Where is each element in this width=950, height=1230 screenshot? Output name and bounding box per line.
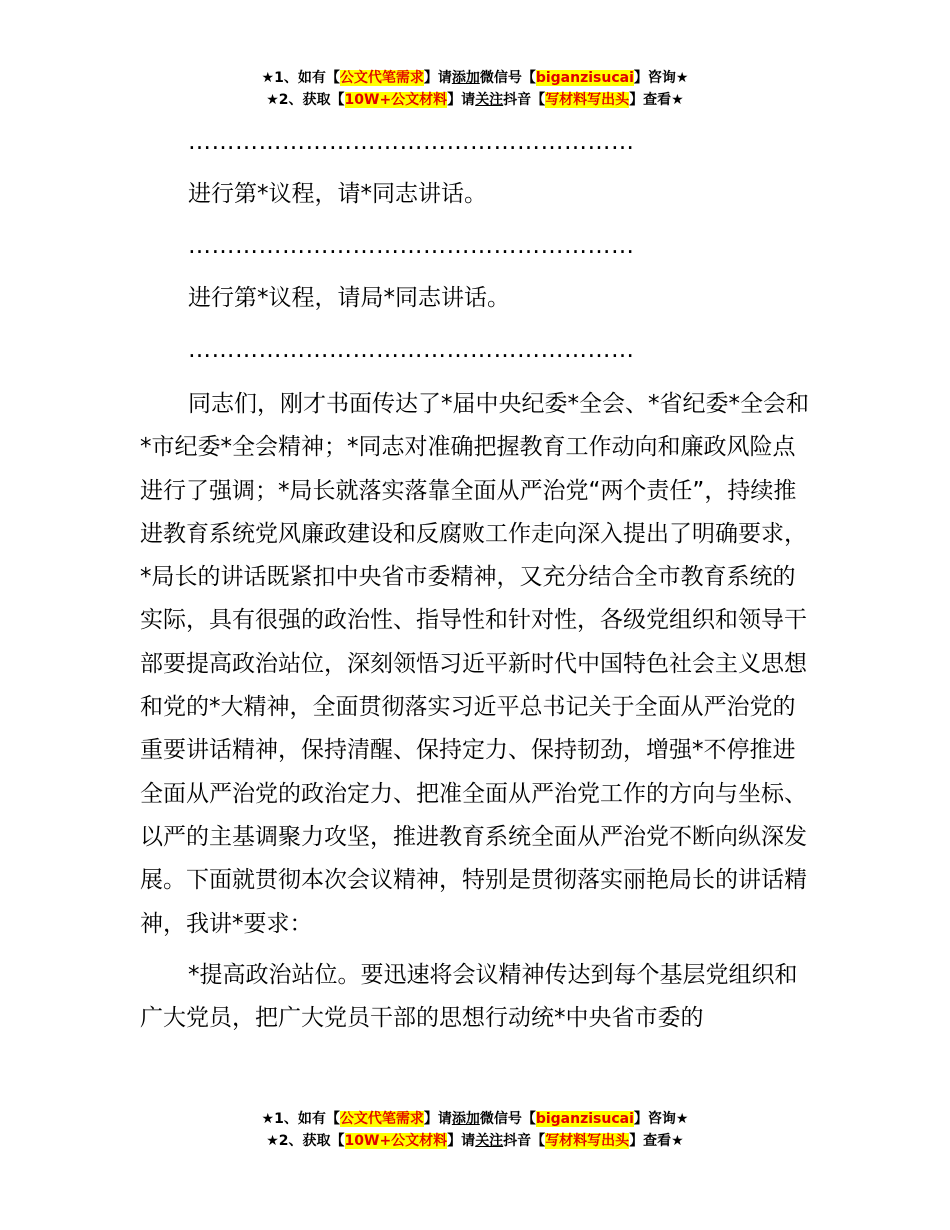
ellipsis-divider: ………………………………………………… — [188, 337, 635, 363]
banner-text: 微信号【 — [479, 1111, 536, 1127]
banner-text: 】查看★ — [629, 1133, 684, 1149]
agenda-line: 进行第*议程，请局*同志讲话。 — [188, 285, 510, 311]
banner-text: 】查看★ — [629, 92, 684, 108]
banner-underlined-text: 关注 — [475, 1133, 504, 1149]
banner-underlined-text: 添加 — [451, 1111, 480, 1127]
banner-highlight: 10W+公文材料 — [344, 92, 448, 108]
body-paragraph: *提高政治站位。要迅速将会议精神传达到每个基层党组织和广大党员，把广大党员干部的思想行动统*中央省市委的 — [140, 961, 798, 1032]
agenda-line: 进行第*议程，请*同志讲话。 — [188, 181, 487, 207]
banner-underlined-text: 关注 — [475, 92, 504, 108]
banner-highlight: 公文代笔需求 — [339, 1111, 424, 1127]
banner-line-1 — [0, 67, 950, 89]
banner-underlined-text: 添加 — [451, 70, 480, 86]
ellipsis-divider: ………………………………………………… — [188, 129, 635, 155]
footer-banner — [0, 1108, 950, 1152]
banner-text: ★2、获取【 — [266, 92, 345, 108]
banner-text: 微信号【 — [479, 70, 536, 86]
banner-text: 】请 — [447, 1133, 476, 1149]
banner-text: ★2、获取【 — [266, 1133, 345, 1149]
banner-text: ★1、如有【 — [261, 1111, 340, 1127]
banner-highlight: biganzisucai — [535, 1111, 634, 1127]
banner-text: 抖音【 — [503, 92, 546, 108]
banner-line-1 — [0, 1108, 950, 1130]
banner-highlight: 写材料写出头 — [545, 1133, 630, 1149]
banner-highlight: biganzisucai — [535, 70, 634, 86]
banner-line-2 — [0, 89, 950, 111]
banner-text: 】请 — [423, 1111, 452, 1127]
banner-line-2 — [0, 1130, 950, 1152]
body-paragraph: 同志们，刚才书面传达了*届中央纪委*全会、*省纪委*全会和*市纪委*全会精神；*同志对准确把握教育工作动向和廉政风险点进行了强调；*局长就落实落靠全面从严治党“两个责任”，持续推进教育系统党风廉政建设和反腐败工作走向深入提出了明确要求，*局长的讲话既紧扣中央省市委精神，又充分结合全市教育系统的实际，具有很强的政治性、指导性和针对性，各级党组织和领导干部要提高政治站位，深刻领悟习近平新时代中国特色社会主义思想和党的*大精神，全面贯彻落实习近平总书记关于全面从严治党的重要讲话精神，保持清醒、保持定力、保持韧劲，增强*不停推进全面从严治党的政治定力、把准全面从严治党工作的方向与坐标、以严的主基调聚力攻坚，推进教育系统全面从严治党不断向纵深发展。下面就贯彻本次会议精神，特别是贯彻落实丽艳局长的讲话精神，我讲*要求： — [140, 391, 809, 937]
banner-text: 】咨询★ — [633, 70, 689, 86]
banner-text: 】请 — [423, 70, 452, 86]
banner-text: ★1、如有【 — [261, 70, 340, 86]
banner-highlight: 公文代笔需求 — [339, 70, 424, 86]
ellipsis-divider: ………………………………………………… — [188, 233, 635, 259]
document-body — [140, 128, 815, 1040]
banner-text: 抖音【 — [503, 1133, 546, 1149]
banner-highlight: 写材料写出头 — [545, 92, 630, 108]
header-banner — [0, 67, 950, 111]
banner-text: 】咨询★ — [633, 1111, 689, 1127]
banner-text: 】请 — [447, 92, 476, 108]
banner-highlight: 10W+公文材料 — [344, 1133, 448, 1149]
